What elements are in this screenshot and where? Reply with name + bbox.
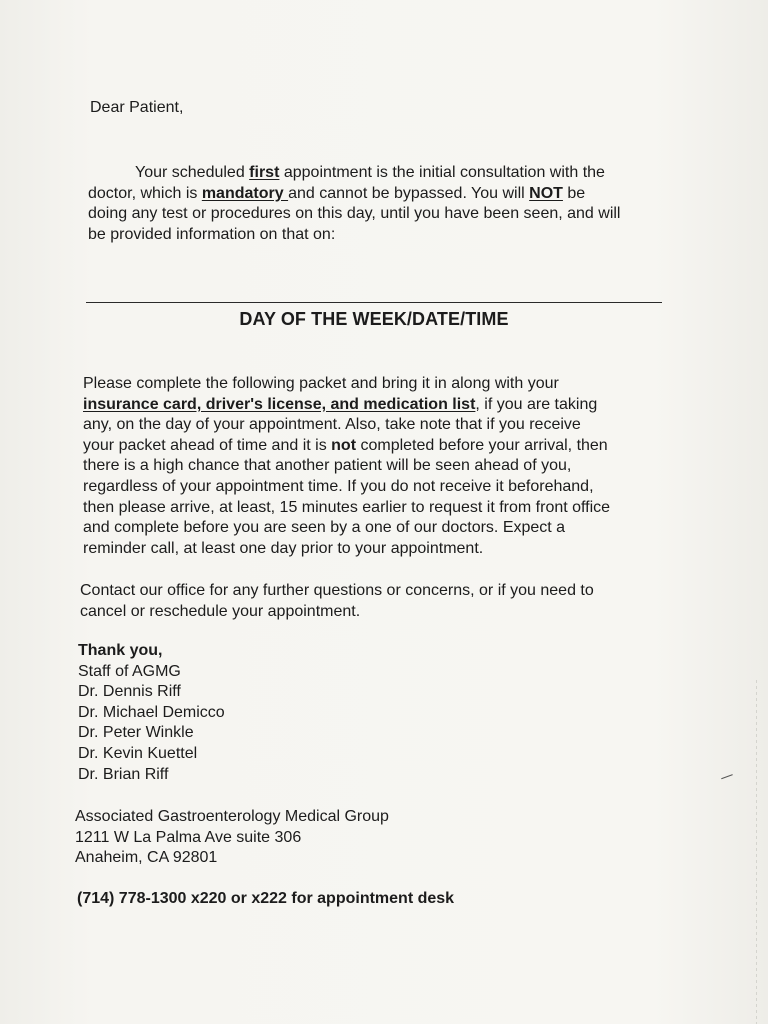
para1-line-1: Your scheduled first appointment is the initial consultation with the [135, 164, 605, 181]
date-heading: DAY OF THE WEEK/DATE/TIME [239, 309, 509, 329]
paragraph-contact [80, 581, 594, 622]
city-state-zip: Anaheim, CA 92801 [75, 849, 218, 867]
street-address: 1211 W La Palma Ave suite 306 [75, 828, 302, 846]
signoff-block [78, 641, 225, 785]
para1-line-4: be provided information on that on: [88, 225, 336, 243]
doctor-name: Dr. Kevin Kuettel [78, 744, 198, 762]
phone-number: (714) 778-1300 x220 or x222 for appointment desk [77, 890, 455, 907]
paragraph-appointment-info [88, 163, 620, 245]
office-address [75, 807, 389, 869]
para2-line-9: reminder call, at least one day prior to your appointment. [83, 539, 484, 557]
paper-edge-line [756, 680, 757, 1024]
para2-line-4: your packet ahead of time and it is not completed before your arrival, then [83, 436, 608, 454]
salutation: Dear Patient, [90, 99, 184, 116]
para2-line-3: any, on the day of your appointment. Also, take note that if you receive [83, 416, 581, 434]
thank-you: Thank you, [78, 642, 163, 659]
emphasis-first: first [249, 164, 280, 181]
emphasis-mandatory: mandatory [201, 184, 289, 202]
para3-line-1: Contact our office for any further questions or concerns, or if you need to [80, 582, 594, 599]
emphasis-not-completed: not [331, 436, 357, 454]
para2-line-5: there is a high chance that another patient will be seen ahead of you, [83, 457, 572, 475]
staff-name: Staff of AGMG [78, 662, 181, 680]
emphasis-documents: insurance card, driver's license, and medication list [83, 395, 476, 413]
para1-line-3: doing any test or procedures on this day, until you have been seen, and will [88, 205, 621, 223]
para2-line-8: and complete before you are seen by a one of our doctors. Expect a [83, 519, 566, 537]
doctor-name: Dr. Dennis Riff [78, 683, 181, 701]
organization-name: Associated Gastroenterology Medical Group [75, 808, 389, 825]
pen-mark [721, 774, 735, 785]
para1-line-2: doctor, which is mandatory and cannot be bypassed. You will NOT be [88, 184, 586, 202]
para2-line-1: Please complete the following packet and bring it in along with your [83, 375, 559, 392]
doctor-name: Dr. Michael Demicco [78, 703, 225, 721]
doctor-name: Dr. Brian Riff [78, 765, 169, 783]
para2-line-6: regardless of your appointment time. If you do not receive it beforehand, [83, 477, 594, 495]
paragraph-packet-instructions [83, 374, 610, 559]
date-fill-in-line [86, 302, 662, 303]
emphasis-not: NOT [529, 184, 563, 202]
para2-line-2: insurance card, driver's license, and medication list, if you are taking [83, 395, 598, 413]
para2-line-7: then please arrive, at least, 15 minutes earlier to request it from front office [83, 498, 611, 516]
para3-line-2: cancel or reschedule your appointment. [80, 602, 361, 620]
doctor-name: Dr. Peter Winkle [78, 724, 194, 742]
